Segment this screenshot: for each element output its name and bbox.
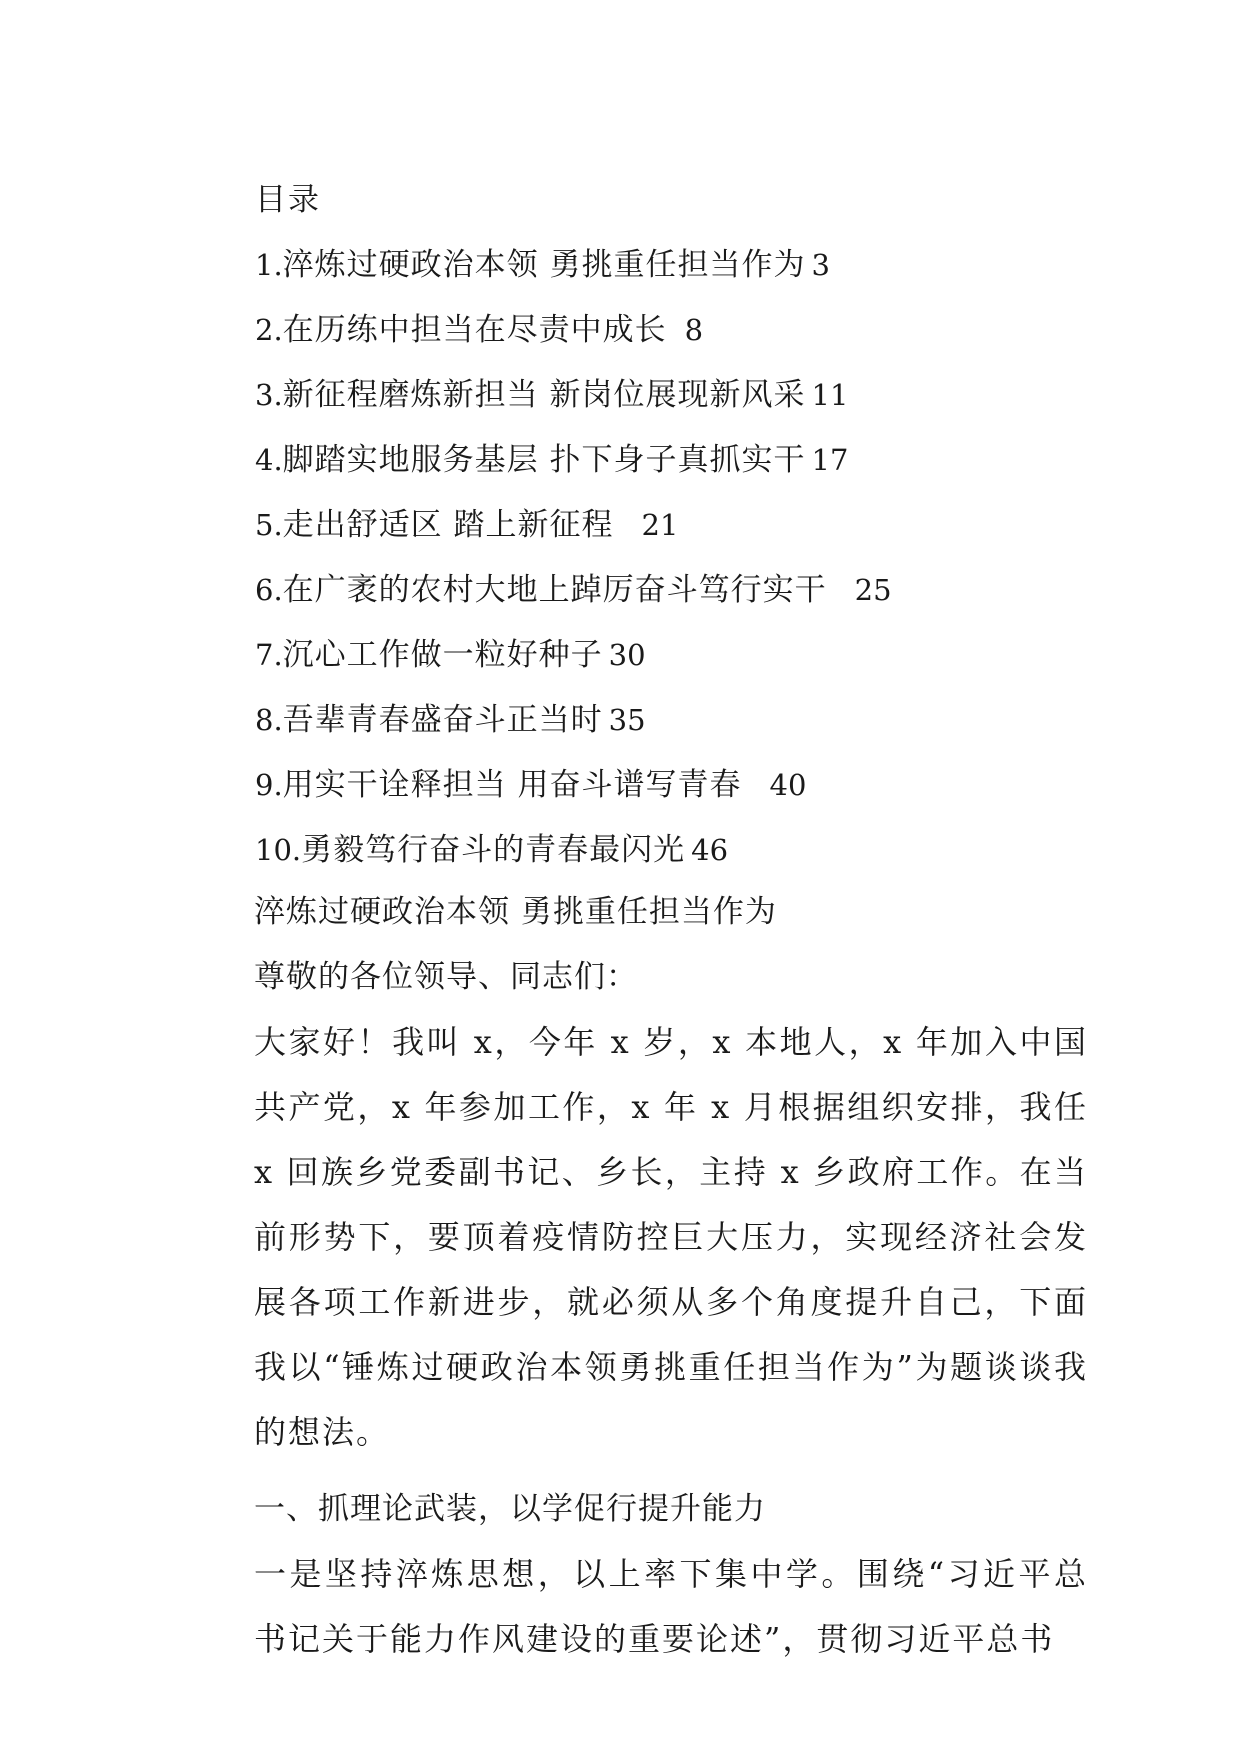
toc-item[interactable] [255,753,1135,818]
toc-item-number: 6. [255,573,283,607]
intro-paragraph: 大家好！我叫 x，今年 x 岁，x 本地人，x 年加入中国共产党，x 年参加工作，x 年 x 月根据组织安排，我任 x 回族乡党委副书记、乡长，主持 x 乡政府工作。在当前形势下，要顶着疫情防控巨大压力，实现经济社会发展各项工作新进步，就必须从多个角度提升自己，下面我以“锤炼过硬政治本领勇挑重任担当作为”为题谈谈我的想法。 [254,1023,1088,1451]
toc-item-text: 淬炼过硬政治本领 勇挑重任担当作为 [282,247,806,283]
toc-item[interactable] [255,428,1135,493]
toc-item-text: 脚踏实地服务基层 扑下身子真抓实干 [282,442,806,478]
toc-item-text: 用实干诠释担当 用奋斗谱写青春 [282,767,742,803]
toc-item-page: 17 [811,443,849,477]
salutation: 尊敬的各位领导、同志们： [254,959,638,995]
toc-item[interactable] [255,233,1135,298]
section-heading: 一、抓理论武装，以学促行提升能力 [254,1491,766,1527]
toc-item-number: 3. [255,378,283,412]
toc-item-number: 8. [255,703,283,737]
toc-item-page: 30 [608,638,646,672]
toc-item-text: 新征程磨炼新担当 新岗位展现新风采 [282,377,806,413]
toc-item[interactable] [255,688,1135,753]
toc-item-page: 8 [684,313,704,347]
toc-item-page: 40 [769,768,807,802]
toc-item-text: 吾辈青春盛奋斗正当时 [282,702,603,738]
toc-title: 目录 [255,182,321,218]
toc-item-page: 35 [608,703,646,737]
toc-item-text: 勇毅笃行奋斗的青春最闪光 [301,832,686,868]
toc-item-number: 9. [255,768,283,802]
table-of-contents [255,168,1135,883]
toc-item-number: 4. [255,443,283,477]
toc-item[interactable] [255,558,1135,623]
toc-item-page: 3 [811,248,830,282]
toc-item-number: 10. [255,833,302,867]
article-body [188,880,1088,1672]
toc-item[interactable] [255,623,1135,688]
toc-item-text: 在广袤的农村大地上踔厉奋斗笃行实干 [282,572,827,608]
toc-item-number: 5. [255,508,283,542]
toc-item-page: 21 [641,508,679,542]
body-paragraph: 一是坚持淬炼思想，以上率下集中学。围绕“习近平总书记关于能力作风建设的重要论述”，贯彻习近平总书 [254,1555,1088,1658]
toc-item-text: 走出舒适区 踏上新征程 [282,507,614,543]
toc-item-page: 46 [691,833,729,867]
toc-item-page: 25 [854,573,892,607]
toc-item-number: 7. [255,638,283,672]
toc-item-number: 2. [255,313,283,347]
paragraph-spacer [188,1465,1088,1477]
toc-item[interactable] [255,298,1135,363]
toc-item-text: 沉心工作做一粒好种子 [282,637,603,673]
toc-item[interactable] [255,818,1135,883]
toc-item-page: 11 [811,378,849,412]
toc-item[interactable] [255,363,1135,428]
toc-item-number: 1. [255,248,283,282]
toc-item-text: 在历练中担当在尽责中成长 [282,312,667,348]
article-title: 淬炼过硬政治本领 勇挑重任担当作为 [254,894,777,930]
toc-item[interactable] [255,493,1135,558]
